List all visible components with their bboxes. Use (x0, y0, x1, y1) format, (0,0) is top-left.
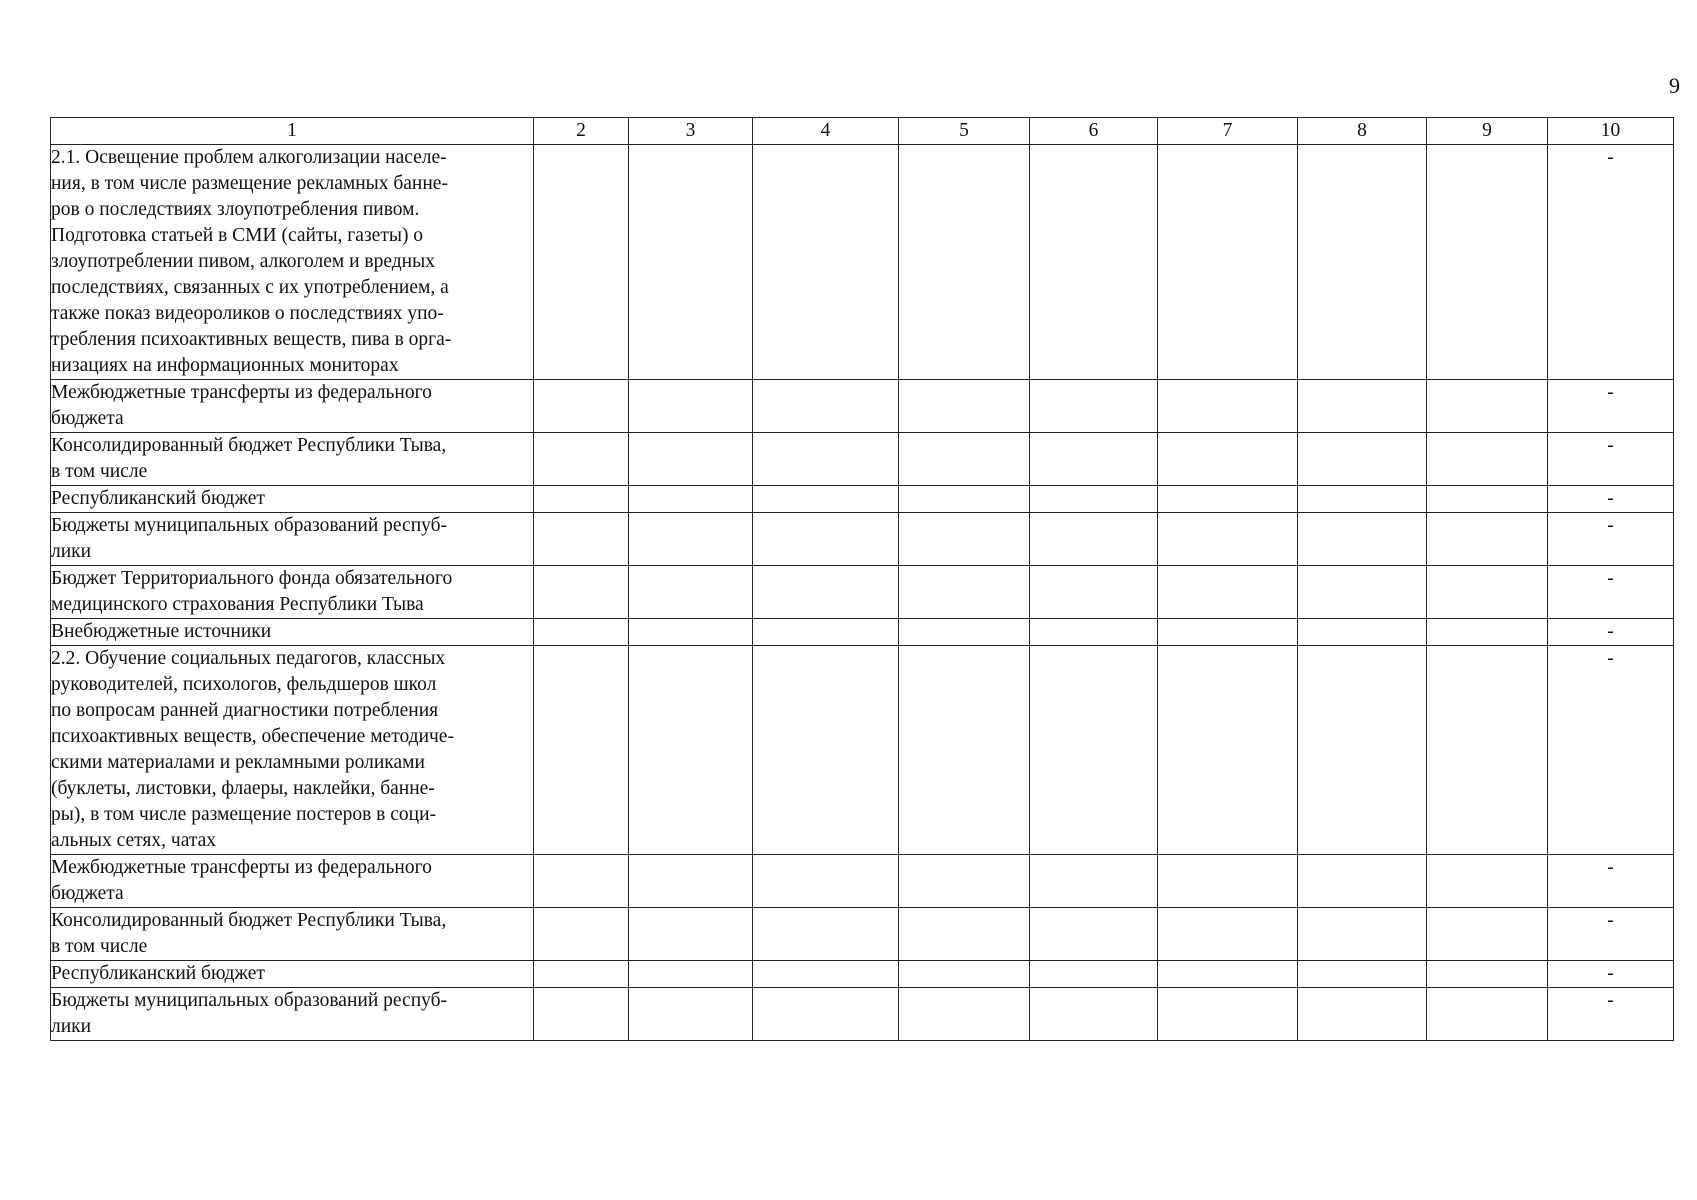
value-cell-col3 (629, 566, 753, 619)
value-cell-col7 (1158, 513, 1298, 566)
table-row (51, 646, 1674, 855)
row-label (51, 961, 534, 988)
value-cell-col6 (1030, 908, 1158, 961)
table-row (51, 988, 1674, 1041)
value-cell-col6 (1030, 433, 1158, 486)
value-cell-col7 (1158, 855, 1298, 908)
value-cell-col7 (1158, 646, 1298, 855)
row-label-line: альных сетях, чатах (51, 830, 217, 851)
row-label-line: ры), в том числе размещение постеров в соци- (51, 804, 437, 825)
value-cell-col9 (1427, 855, 1548, 908)
row-label (51, 908, 534, 961)
value-cell-col2 (534, 380, 629, 433)
value-cell-col5 (899, 646, 1030, 855)
value-cell-col3 (629, 855, 753, 908)
row-label-line: Консолидированный бюджет Республики Тыва, (51, 910, 447, 931)
row-label (51, 988, 534, 1041)
value-cell-col10: - (1548, 486, 1674, 513)
value-cell-col8 (1298, 513, 1427, 566)
value-cell-col5 (899, 513, 1030, 566)
column-header: 5 (899, 118, 1030, 145)
value-cell-col9 (1427, 486, 1548, 513)
value-cell-col5 (899, 619, 1030, 646)
value-cell-col3 (629, 486, 753, 513)
value-cell-col5 (899, 855, 1030, 908)
value-cell-col9 (1427, 646, 1548, 855)
value-cell-col8 (1298, 433, 1427, 486)
value-cell-col10: - (1548, 646, 1674, 855)
value-cell-col3 (629, 988, 753, 1041)
row-label-line: Консолидированный бюджет Республики Тыва, (51, 435, 447, 456)
value-cell-col8 (1298, 961, 1427, 988)
row-label-line: Подготовка статьей в СМИ (сайты, газеты) о (51, 225, 424, 246)
value-cell-col9 (1427, 908, 1548, 961)
row-label-line: Бюджет Территориального фонда обязательного (51, 568, 453, 589)
value-cell-col7 (1158, 988, 1298, 1041)
value-cell-col10: - (1548, 619, 1674, 646)
value-cell-col6 (1030, 145, 1158, 380)
value-cell-col8 (1298, 145, 1427, 380)
value-cell-col8 (1298, 855, 1427, 908)
table-row (51, 513, 1674, 566)
row-label (51, 566, 534, 619)
value-cell-col7 (1158, 566, 1298, 619)
budget-table (50, 117, 1674, 1041)
value-cell-col2 (534, 855, 629, 908)
table-row (51, 486, 1674, 513)
value-cell-col6 (1030, 855, 1158, 908)
table-body (51, 145, 1674, 1041)
value-cell-col3 (629, 145, 753, 380)
value-cell-col3 (629, 380, 753, 433)
value-cell-col10: - (1548, 961, 1674, 988)
value-cell-col2 (534, 433, 629, 486)
value-cell-col4 (753, 513, 899, 566)
value-cell-col5 (899, 380, 1030, 433)
table-row (51, 145, 1674, 380)
value-cell-col10: - (1548, 145, 1674, 380)
value-cell-col9 (1427, 513, 1548, 566)
table-row (51, 619, 1674, 646)
value-cell-col5 (899, 486, 1030, 513)
value-cell-col5 (899, 988, 1030, 1041)
value-cell-col9 (1427, 988, 1548, 1041)
row-label-line: последствиях, связанных с их употреблением, а (51, 277, 449, 298)
row-label-line: в том числе (51, 936, 148, 957)
row-label-line: низациях на информационных мониторах (51, 355, 399, 376)
value-cell-col2 (534, 646, 629, 855)
value-cell-col3 (629, 908, 753, 961)
value-cell-col3 (629, 619, 753, 646)
row-label-line: 2.2. Обучение социальных педагогов, классных (51, 648, 446, 669)
row-label-line: скими материалами и рекламными роликами (51, 752, 425, 773)
row-label (51, 145, 534, 380)
value-cell-col7 (1158, 380, 1298, 433)
row-label-line: требления психоактивных веществ, пива в орга- (51, 329, 452, 350)
row-label-line: бюджета (51, 883, 124, 904)
table-row (51, 855, 1674, 908)
table-row (51, 908, 1674, 961)
row-label-line: Республиканский бюджет (51, 488, 265, 509)
row-label-line: 2.1. Освещение проблем алкоголизации населе- (51, 147, 447, 168)
value-cell-col8 (1298, 908, 1427, 961)
value-cell-col4 (753, 855, 899, 908)
row-label-line: лики (51, 541, 92, 562)
value-cell-col2 (534, 566, 629, 619)
value-cell-col10: - (1548, 380, 1674, 433)
value-cell-col2 (534, 619, 629, 646)
value-cell-col9 (1427, 433, 1548, 486)
row-label-line: (буклеты, листовки, флаеры, наклейки, банне- (51, 778, 435, 799)
value-cell-col4 (753, 433, 899, 486)
value-cell-col7 (1158, 433, 1298, 486)
row-label-line: ния, в том числе размещение рекламных банне- (51, 173, 448, 194)
value-cell-col8 (1298, 566, 1427, 619)
column-header: 3 (629, 118, 753, 145)
value-cell-col9 (1427, 961, 1548, 988)
value-cell-col6 (1030, 513, 1158, 566)
row-label-line: Республиканский бюджет (51, 963, 265, 984)
value-cell-col4 (753, 646, 899, 855)
value-cell-col6 (1030, 619, 1158, 646)
table-row (51, 566, 1674, 619)
row-label-line: руководителей, психологов, фельдшеров школ (51, 674, 437, 695)
row-label-line: Внебюджетные источники (51, 621, 272, 642)
value-cell-col2 (534, 145, 629, 380)
value-cell-col6 (1030, 988, 1158, 1041)
value-cell-col5 (899, 908, 1030, 961)
value-cell-col5 (899, 566, 1030, 619)
row-label (51, 380, 534, 433)
row-label-line: медицинского страхования Республики Тыва (51, 594, 424, 615)
value-cell-col8 (1298, 619, 1427, 646)
value-cell-col10: - (1548, 855, 1674, 908)
column-header: 4 (753, 118, 899, 145)
value-cell-col3 (629, 961, 753, 988)
value-cell-col2 (534, 988, 629, 1041)
value-cell-col3 (629, 646, 753, 855)
row-label-line: ров о последствиях злоупотребления пивом. (51, 199, 420, 220)
table-row (51, 433, 1674, 486)
value-cell-col10: - (1548, 513, 1674, 566)
column-header: 7 (1158, 118, 1298, 145)
value-cell-col2 (534, 513, 629, 566)
row-label-line: также показ видеороликов о последствиях упо- (51, 303, 444, 324)
column-header: 6 (1030, 118, 1158, 145)
row-label-line: в том числе (51, 461, 148, 482)
row-label (51, 433, 534, 486)
column-header: 1 (51, 118, 534, 145)
value-cell-col5 (899, 961, 1030, 988)
value-cell-col7 (1158, 908, 1298, 961)
value-cell-col8 (1298, 646, 1427, 855)
row-label (51, 513, 534, 566)
value-cell-col6 (1030, 380, 1158, 433)
column-header: 8 (1298, 118, 1427, 145)
value-cell-col8 (1298, 486, 1427, 513)
value-cell-col4 (753, 145, 899, 380)
value-cell-col8 (1298, 988, 1427, 1041)
value-cell-col7 (1158, 619, 1298, 646)
value-cell-col6 (1030, 961, 1158, 988)
value-cell-col8 (1298, 380, 1427, 433)
value-cell-col6 (1030, 646, 1158, 855)
value-cell-col9 (1427, 619, 1548, 646)
row-label-line: Бюджеты муниципальных образований респуб- (51, 990, 448, 1011)
value-cell-col4 (753, 988, 899, 1041)
column-header: 2 (534, 118, 629, 145)
value-cell-col10: - (1548, 988, 1674, 1041)
value-cell-col3 (629, 513, 753, 566)
value-cell-col2 (534, 908, 629, 961)
value-cell-col9 (1427, 145, 1548, 380)
value-cell-col10: - (1548, 433, 1674, 486)
value-cell-col7 (1158, 145, 1298, 380)
value-cell-col5 (899, 145, 1030, 380)
header-row (51, 118, 1674, 145)
value-cell-col4 (753, 619, 899, 646)
row-label-line: лики (51, 1016, 92, 1037)
value-cell-col4 (753, 566, 899, 619)
row-label-line: Межбюджетные трансферты из федерального (51, 382, 432, 403)
value-cell-col5 (899, 433, 1030, 486)
value-cell-col3 (629, 433, 753, 486)
table-row (51, 961, 1674, 988)
row-label (51, 619, 534, 646)
value-cell-col6 (1030, 566, 1158, 619)
row-label (51, 855, 534, 908)
value-cell-col9 (1427, 566, 1548, 619)
value-cell-col6 (1030, 486, 1158, 513)
value-cell-col2 (534, 486, 629, 513)
row-label (51, 486, 534, 513)
row-label (51, 646, 534, 855)
value-cell-col7 (1158, 961, 1298, 988)
value-cell-col10: - (1548, 566, 1674, 619)
table-row (51, 380, 1674, 433)
value-cell-col7 (1158, 486, 1298, 513)
row-label-line: бюджета (51, 408, 124, 429)
value-cell-col2 (534, 961, 629, 988)
page-number: 9 (1669, 73, 1680, 98)
value-cell-col4 (753, 380, 899, 433)
row-label-line: психоактивных веществ, обеспечение методиче- (51, 726, 454, 747)
column-header: 9 (1427, 118, 1548, 145)
value-cell-col4 (753, 961, 899, 988)
value-cell-col10: - (1548, 908, 1674, 961)
column-header: 10 (1548, 118, 1674, 145)
row-label-line: по вопросам ранней диагностики потребления (51, 700, 439, 721)
value-cell-col4 (753, 908, 899, 961)
row-label-line: Бюджеты муниципальных образований респуб- (51, 515, 448, 536)
row-label-line: злоупотреблении пивом, алкоголем и вредных (51, 251, 435, 272)
row-label-line: Межбюджетные трансферты из федерального (51, 857, 432, 878)
value-cell-col4 (753, 486, 899, 513)
value-cell-col9 (1427, 380, 1548, 433)
